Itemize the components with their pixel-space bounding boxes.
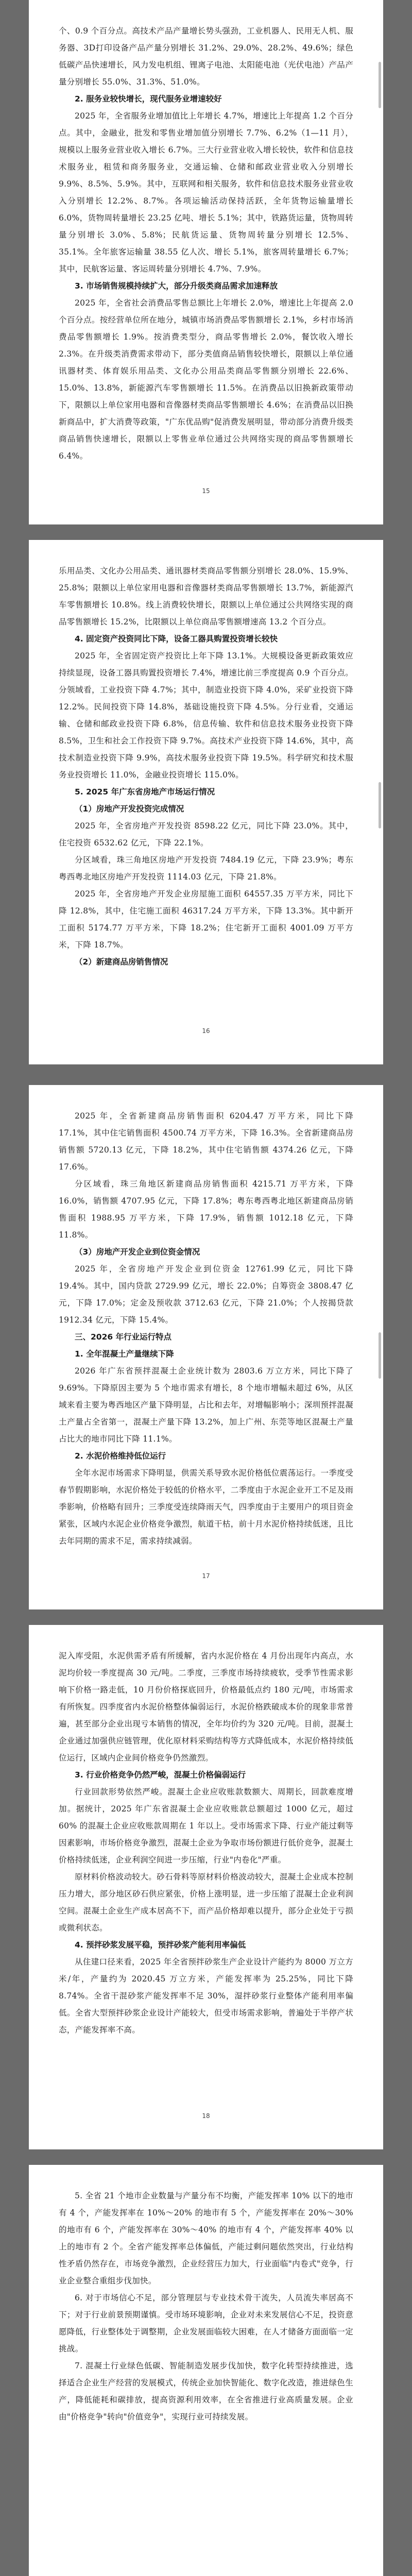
section-heading: 3. 行业价格竞争仍然严峻，混凝土价格偏弱运行: [75, 1770, 246, 1780]
paragraph: 泥入库受阻，水泥供需矛盾有所缓解，省内水泥价格在 4 月份出现年内高点，水泥均价较一季度提高 30 元/吨。二季度，三季度市场持续疲软，受季节性需求影响下价格一路走低，10 月份价格探底回升，价格最低点约 180 元/吨，市场需求有所恢复。四季度省内水泥价格整体偏弱运行，水泥价格跌破成本价的现象非常普遍，甚至部分企业出现亏本销售的情况，全年均价约为 320 元/吨。目前，混凝土企业通过加强供应链管理，优化原材料采购结构等方式降低成本，水泥价格持续低位运行，区域内企业间价格竞争仍然激烈。: [59, 1651, 353, 1762]
document-page-4: [29, 1625, 383, 2149]
section-heading: 三、2026 年行业运行特点: [75, 1332, 172, 1342]
subsection-heading: （2）新建商品房销售情况: [75, 957, 168, 967]
paragraph: 6. 对于市场信心不足，部分管理层与专业技术骨干流失，人员流失率居高不下；对于行业前景预期谨慎。受市场环境影响，企业对未来发展信心不足，投资意愿降低，行业整体处于调整期，企业发展面临较大困难，在人才储备方面面临一定挑战。: [59, 2293, 353, 2353]
page-body: [59, 23, 353, 465]
paragraph: 从住建口径来看，2025 年全省预拌砂浆生产企业设计产能约为 8000 万立方米/年，产量约为 2020.45 万立方米，产能发挥率为 25.25%，同比下降 8.74%。全省干混砂浆产能发挥率不足 30%，湿拌砂浆行业整体产能利用率偏低。全省大型预拌砂浆企业设计产能较大，但受市场需求影响，普遍处于半停产状态，产能发挥率不高。: [59, 1957, 353, 2035]
paragraph: 乐用品类、文化办公用品类、通讯器材类商品零售额分别增长 28.0%、15.9%、25.8%；限额以上单位家用电器和音像器材类商品零售额增长 13.7%，新能源汽车零售额增长 10.8%。线上消费较快增长，限额以上单位通过公共网络实现的商品零售额增长 15.2%，比限额以上单位商品零售额增速高 13.2 个百分点。: [59, 566, 353, 626]
page-body: [59, 563, 353, 971]
paragraph: 分区域看，珠三角地区房地产开发投资 7484.19 亿元，下降 23.9%；粤东粤西粤北地区房地产开发投资 1114.03 亿元，下降 21.8%。: [59, 855, 353, 882]
scrollbar-thumb[interactable]: [379, 1332, 381, 1379]
document-page-3: [29, 1085, 383, 1609]
page-number: 15: [202, 487, 210, 495]
section-heading: 3. 市场销售规模持续扩大，部分升级类商品需求加速释放: [75, 281, 278, 291]
document-page-5: [29, 2165, 383, 2576]
paragraph: 2025 年，全省服务业增加值比上年增长 4.7%，增速比上年提高 1.2 个百分点。其中，金融业，批发和零售业增加值分别增长 7.7%、6.2%（1—11 月），规模以上服务业营业收入增长 6.7%。三大行业营业收入增长较快，软件和信息技术服务业，租赁和商务服务业，交通运输、仓储和邮政业营业收入分别增长 9.9%、8.5%、5.9%。其中，互联网和相关服务，软件和信息技术服务业营业收入分别增长 12.2%、8.7%。各项运输活动保持活跃，全年货物运输量增长 6.0%，货物周转量增长 23.25 亿吨、增长 5.1%；其中，铁路货运量，货物周转量分别增长 3.0%、5.8%；民航货运量、货物周转量分别增长 12.5%、35.1%。全年旅客运输量 38.55 亿人次、增长 5.1%，旅客周转量增长 6.7%；其中，民航客运量、客运周转量分别增长 4.7%、7.9%。: [59, 111, 353, 274]
subsection-heading: （3）房地产开发企业到位资金情况: [75, 1247, 200, 1257]
page-number: 16: [202, 1027, 210, 1035]
paragraph: 分区域看，珠三角地区新建商品房销售面积 4215.71 万平方米，下降 16.0%，销售额 4707.95 亿元，下降 17.8%；粤东粤西粤北地区新建商品房销售面积 1988.95 万平方米，下降 17.9%，销售额 1012.18 亿元，下降 11.8%。: [59, 1179, 353, 1240]
document-page-2: [29, 540, 383, 1064]
section-heading: 1. 全年混凝土产量继续下降: [75, 1349, 174, 1359]
section-heading: 5. 2025 年广东省房地产市场运行情况: [75, 787, 215, 796]
document-page-1: [29, 0, 383, 524]
section-heading: 2. 水泥价格维持低位运行: [75, 1451, 166, 1461]
paragraph: 原材料价格波动较大。砂石骨料等原材料价格波动较大，混凝土企业成本控制压力增大，部分地区砂石供应紧张，价格上涨明显，进一步压缩了混凝土企业利润空间。混凝土企业生产成本居高不下，而产品价格却难以提升，部分企业处于亏损或微利状态。: [59, 1872, 353, 1933]
page-body: [59, 1648, 353, 2039]
section-heading: 2. 服务业较快增长，现代服务业增速较好: [75, 94, 222, 104]
section-heading: 4. 固定资产投资同比下降，设备工器具购置投资增长较快: [75, 634, 278, 643]
paragraph: 个、0.9 个百分点。高技术产品产量增长势头强劲，工业机器人、民用无人机、服务器、3D打印设备产品产量分别增长 31.2%、29.0%、28.2%、49.6%；绿色低碳产品快速增长，风力发电机组、锂离子电池、太阳能电池（光伏电池）产品产量分别增长 55.0%、31.3%、51.0%。: [59, 26, 353, 87]
paragraph: 5. 全省 21 个地市企业数量与产量分布不均衡，产能发挥率 10% 以下的地市有 4 个，产能发挥率在 10%～20% 的地市有 5 个，产能发挥率在 20%～30% 的地市有 6 个，产能发挥率在 30%～40% 的地市有 4 个，产能发挥率 40% 以上的地市有 2 个。全省产能发挥率总体偏低，产能过剩问题依然突出，行业结构性矛盾仍然存在，市场竞争激烈，企业经营压力加大，行业面临"内卷式"竞争，行业企业整合重组步伐加快。: [59, 2191, 353, 2285]
paragraph: 7. 混凝土行业绿色低碳、智能制造发展步伐加快，数字化转型持续推进，选择适合企业生产经营的发展模式，传统企业加快智能化、数字化改造，推进绿色生产，降低能耗和碳排放，提高资源利用效率，在全省推进行业高质量发展。企业由"价格竞争"转向"价值竞争"，实现行业可持续发展。: [59, 2361, 353, 2421]
subsection-heading: （1）房地产开发投资完成情况: [75, 804, 184, 814]
section-heading: 4. 预拌砂浆发展平稳，预拌砂浆产能利用率偏低: [75, 1940, 246, 1950]
scrollbar-thumb[interactable]: [379, 782, 381, 828]
paragraph: 行业回款形势依然严峻。混凝土企业应收账款数额大、周期长，回款难度增加。据统计，2025 年广东省混凝土企业应收账款总额超过 1000 亿元，超过 60% 的混凝土企业应收账款周期在 1 年以上。受市场需求下降、行业产能过剩等因素影响，市场价格竞争激烈，混凝土企业为争取市场份额进行低价竞争，混凝土价格持续低迷，企业利润空间进一步压缩，行业"内卷化"严重。: [59, 1787, 353, 1865]
paragraph: 2025 年，全省房地产开发投资 8598.22 亿元，同比下降 23.0%。其中，住宅投资 6532.62 亿元，下降 22.1%。: [59, 821, 353, 848]
page-body: [59, 2188, 353, 2426]
paragraph: 2025 年，全省新建商品房销售面积 6204.47 万平方米，同比下降 17.1%，其中住宅销售面积 4500.74 万平方米，下降 16.3%。全省新建商品房销售额 5720.13 亿元，下降 18.2%，其中住宅销售额 4374.26 亿元，下降 17.6%。: [59, 1111, 353, 1172]
paragraph: 2025 年，全省房地产开发企业房屋施工面积 64557.35 万平方米，同比下降 12.8%，其中，住宅施工面积 46317.24 万平方米，下降 13.3%。其中新开工面积 5174.77 万平方米，下降 18.2%；住宅新开工面积 4001.09 万平方米，下降 18.7%。: [59, 889, 353, 950]
paragraph: 2026 年广东省预拌混凝土企业统计数为 2803.6 万立方米，同比下降了 9.69%。下降原因主要为 5 个地市需求有增长，8 个地市增幅未超过 6%，从区域来看主要为粤西地区产量下降明显，占比和去年，对增幅影响小；深圳预拌混凝土产量占全省第一，混凝土产量下降 13.2%，加上广州、东莞等地区混凝土产量占比大的地市同比下降 11.1%。: [59, 1366, 353, 1444]
page-body: [59, 1108, 353, 1550]
page-number: 18: [202, 2112, 210, 2120]
scrollbar-thumb[interactable]: [379, 62, 381, 108]
paragraph: 2025 年，全省固定资产投资比上年下降 13.1%。大规模设备更新政策效应持续显现，设备工器具购置投资增长 7.4%，增速比前三季度提高 0.9 个百分点。分领域看，工业投资下降 4.7%；其中，制造业投资下降 4.0%，采矿业投资下降 12.2%。民间投资下降 14.8%，基础设施投资下降 4.5%。分行业看，交通运输、仓储和邮政业投资下降 6.8%，信息传输、软件和信息技术服务业投资下降 8.5%，卫生和社会工作投资下降 9.7%。高技术产业投资下降 14.6%，其中，高技术制造业投资下降 9.9%，高技术服务业投资下降 19.5%。科学研究和技术服务业投资增长 11.0%，金融业投资增长 115.0%。: [59, 651, 353, 779]
paragraph: 2025 年，全省社会消费品零售总额比上年增长 2.0%，增速比上年提高 2.0 个百分点。按经营单位所在地分，城镇市场消费品零售额增长 2.1%，乡村市场消费品零售额增长 1.9%。按消费类型分，商品零售增长 2.0%，餐饮收入增长 2.3%。在升级类消费需求带动下，部分类值商品销售较快增长，限额以上单位通讯器材类、体育娱乐用品类、文化办公用品类商品零售额分别增长 22.6%、15.0%、13.8%，新能源汽车零售额增长 11.5%。在消费品以旧换新政策带动下，限额以上单位家用电器和音像器材类商品零售额增长 4.6%；在消费品以旧换新商品中，扩大消费等政策，"广东优品购"促消费发展明显，带动部分消费升级类商品销售快速增长，限额以上零售业单位通过公共网络实现的商品零售额增长 6.4%。: [59, 298, 353, 461]
paragraph: 全年水泥市场需求下降明显，供需关系导致水泥价格低位震荡运行。一季度受春节假期影响，水泥价格处于较低的价格水平，二季度由于水泥企业开工不足及雨季影响，价格略有回升；三季度受连续降雨天气，四季度由于主要用户的项目资金紧张，区域内水泥企业价格竞争激烈，航道干枯，前十月水泥价格持续低迷，且比去年同期的需求不足，需求持续减弱。: [59, 1468, 353, 1546]
page-number: 17: [202, 1572, 210, 1580]
paragraph: 2025 年，全省房地产开发企业到位资金 12761.99 亿元，同比下降 19.4%。其中，国内贷款 2729.99 亿元，增长 22.0%；自筹资金 3808.47 亿元，下降 17.0%；定金及预收款 3712.63 亿元，下降 21.0%；个人按揭贷款 1912.34 亿元，下降 15.4%。: [59, 1264, 353, 1325]
